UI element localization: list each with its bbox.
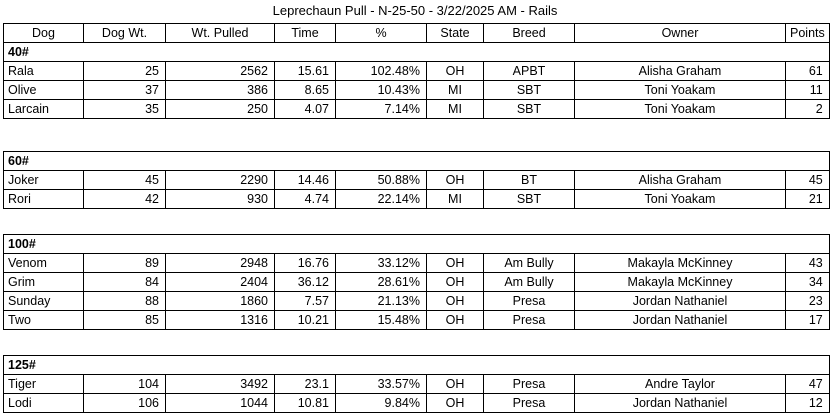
cell-breed[interactable]: SBT — [484, 81, 575, 100]
cell-dog[interactable]: Venom — [4, 254, 84, 273]
cell-points[interactable]: 61 — [786, 62, 830, 81]
cell-dog-weight[interactable]: 35 — [84, 100, 166, 119]
cell-percent[interactable]: 7.14% — [336, 100, 427, 119]
cell-owner[interactable]: Makayla McKinney — [575, 273, 786, 292]
cell-percent[interactable]: 33.57% — [336, 375, 427, 394]
cell-dog[interactable]: Sunday — [4, 292, 84, 311]
cell-owner[interactable]: Toni Yoakam — [575, 100, 786, 119]
spacer-row — [4, 330, 830, 356]
weight-class-row — [4, 356, 830, 375]
table-row — [4, 62, 830, 81]
cell-points[interactable]: 45 — [786, 171, 830, 190]
cell-time[interactable]: 7.57 — [275, 292, 336, 311]
cell-state[interactable]: MI — [427, 81, 484, 100]
cell-points[interactable]: 2 — [786, 100, 830, 119]
weight-class-row — [4, 152, 830, 171]
cell-time[interactable]: 10.21 — [275, 311, 336, 330]
sheet-title: Leprechaun Pull - N-25-50 - 3/22/2025 AM - Rails — [272, 3, 558, 18]
cell-percent[interactable]: 22.14% — [336, 190, 427, 209]
cell-percent[interactable]: 15.48% — [336, 311, 427, 330]
cell-state[interactable]: OH — [427, 273, 484, 292]
cell-weight-pulled[interactable]: 1316 — [166, 311, 275, 330]
cell-percent[interactable]: 33.12% — [336, 254, 427, 273]
cell-time[interactable]: 4.74 — [275, 190, 336, 209]
cell-breed[interactable]: Presa — [484, 394, 575, 413]
column-header-percent[interactable]: % — [336, 24, 427, 43]
column-header-state[interactable]: State — [427, 24, 484, 43]
cell-points[interactable]: 11 — [786, 81, 830, 100]
table-row — [4, 375, 830, 394]
table-row — [4, 171, 830, 190]
results-table — [3, 23, 830, 413]
cell-points[interactable]: 43 — [786, 254, 830, 273]
cell-weight-pulled[interactable]: 930 — [166, 190, 275, 209]
cell-dog[interactable]: Two — [4, 311, 84, 330]
cell-state[interactable]: OH — [427, 394, 484, 413]
spacer-row — [4, 209, 830, 235]
column-header-dog[interactable]: Dog — [4, 24, 84, 43]
column-header-points[interactable]: Points — [786, 24, 830, 43]
cell-weight-pulled[interactable]: 2404 — [166, 273, 275, 292]
cell-time[interactable]: 14.46 — [275, 171, 336, 190]
cell-dog[interactable]: Rala — [4, 62, 84, 81]
cell-owner[interactable]: Makayla McKinney — [575, 254, 786, 273]
cell-dog-weight[interactable]: 85 — [84, 311, 166, 330]
cell-weight-pulled[interactable]: 1860 — [166, 292, 275, 311]
cell-state[interactable]: MI — [427, 100, 484, 119]
cell-weight-pulled[interactable]: 3492 — [166, 375, 275, 394]
header-row — [4, 24, 830, 43]
cell-dog[interactable]: Larcain — [4, 100, 84, 119]
table-row — [4, 254, 830, 273]
cell-points[interactable]: 47 — [786, 375, 830, 394]
spacer-row — [4, 119, 830, 152]
weight-class-label[interactable]: 60# — [4, 152, 830, 171]
cell-points[interactable]: 23 — [786, 292, 830, 311]
cell-dog-weight[interactable]: 84 — [84, 273, 166, 292]
table-row — [4, 81, 830, 100]
cell-percent[interactable]: 50.88% — [336, 171, 427, 190]
cell-state[interactable]: OH — [427, 311, 484, 330]
cell-dog-weight[interactable]: 88 — [84, 292, 166, 311]
cell-dog-weight[interactable]: 25 — [84, 62, 166, 81]
cell-dog[interactable]: Joker — [4, 171, 84, 190]
weight-class-row — [4, 43, 830, 62]
cell-points[interactable]: 17 — [786, 311, 830, 330]
cell-owner[interactable]: Toni Yoakam — [575, 190, 786, 209]
cell-state[interactable]: OH — [427, 62, 484, 81]
cell-dog-weight[interactable]: 106 — [84, 394, 166, 413]
cell-time[interactable]: 36.12 — [275, 273, 336, 292]
cell-owner[interactable]: Jordan Nathaniel — [575, 292, 786, 311]
column-header-time[interactable]: Time — [275, 24, 336, 43]
cell-dog[interactable]: Tiger — [4, 375, 84, 394]
cell-state[interactable]: OH — [427, 292, 484, 311]
weight-class-label[interactable]: 40# — [4, 43, 830, 62]
cell-weight-pulled[interactable]: 386 — [166, 81, 275, 100]
cell-points[interactable]: 12 — [786, 394, 830, 413]
cell-owner[interactable]: Jordan Nathaniel — [575, 311, 786, 330]
cell-percent[interactable]: 9.84% — [336, 394, 427, 413]
cell-dog-weight[interactable]: 37 — [84, 81, 166, 100]
table-row — [4, 273, 830, 292]
table-row — [4, 100, 830, 119]
cell-breed[interactable]: Presa — [484, 292, 575, 311]
cell-weight-pulled[interactable]: 250 — [166, 100, 275, 119]
cell-weight-pulled[interactable]: 2290 — [166, 171, 275, 190]
cell-breed[interactable]: SBT — [484, 100, 575, 119]
table-row — [4, 292, 830, 311]
cell-breed[interactable]: BT — [484, 171, 575, 190]
cell-owner[interactable]: Alisha Graham — [575, 171, 786, 190]
cell-weight-pulled[interactable]: 1044 — [166, 394, 275, 413]
cell-time[interactable]: 8.65 — [275, 81, 336, 100]
cell-breed[interactable]: Presa — [484, 311, 575, 330]
cell-dog-weight[interactable]: 45 — [84, 171, 166, 190]
weight-class-label[interactable]: 125# — [4, 356, 830, 375]
cell-dog[interactable]: Olive — [4, 81, 84, 100]
cell-breed[interactable]: Am Bully — [484, 254, 575, 273]
table-row — [4, 394, 830, 413]
cell-dog[interactable]: Grim — [4, 273, 84, 292]
cell-state[interactable]: OH — [427, 171, 484, 190]
cell-weight-pulled[interactable]: 2562 — [166, 62, 275, 81]
weight-class-label[interactable]: 100# — [4, 235, 830, 254]
column-header-owner[interactable]: Owner — [575, 24, 786, 43]
cell-percent[interactable]: 10.43% — [336, 81, 427, 100]
table-row — [4, 311, 830, 330]
column-header-dog-weight[interactable]: Dog Wt. — [84, 24, 166, 43]
cell-owner[interactable]: Jordan Nathaniel — [575, 394, 786, 413]
cell-dog-weight[interactable]: 89 — [84, 254, 166, 273]
cell-owner[interactable]: Alisha Graham — [575, 62, 786, 81]
cell-dog-weight[interactable]: 42 — [84, 190, 166, 209]
cell-dog[interactable]: Lodi — [4, 394, 84, 413]
cell-state[interactable]: MI — [427, 190, 484, 209]
cell-owner[interactable]: Toni Yoakam — [575, 81, 786, 100]
cell-points[interactable]: 21 — [786, 190, 830, 209]
cell-percent[interactable]: 102.48% — [336, 62, 427, 81]
cell-breed[interactable]: Am Bully — [484, 273, 575, 292]
cell-percent[interactable]: 21.13% — [336, 292, 427, 311]
column-header-weight-pulled[interactable]: Wt. Pulled — [166, 24, 275, 43]
cell-dog[interactable]: Rori — [4, 190, 84, 209]
table-row — [4, 190, 830, 209]
cell-dog-weight[interactable]: 104 — [84, 375, 166, 394]
cell-breed[interactable]: SBT — [484, 190, 575, 209]
cell-time[interactable]: 10.81 — [275, 394, 336, 413]
cell-state[interactable]: OH — [427, 375, 484, 394]
cell-points[interactable]: 34 — [786, 273, 830, 292]
cell-time[interactable]: 4.07 — [275, 100, 336, 119]
column-header-breed[interactable]: Breed — [484, 24, 575, 43]
cell-weight-pulled[interactable]: 2948 — [166, 254, 275, 273]
cell-breed[interactable]: Presa — [484, 375, 575, 394]
cell-owner[interactable]: Andre Taylor — [575, 375, 786, 394]
cell-percent[interactable]: 28.61% — [336, 273, 427, 292]
weight-class-row — [4, 235, 830, 254]
cell-time[interactable]: 15.61 — [275, 62, 336, 81]
cell-time[interactable]: 16.76 — [275, 254, 336, 273]
cell-state[interactable]: OH — [427, 254, 484, 273]
cell-breed[interactable]: APBT — [484, 62, 575, 81]
cell-time[interactable]: 23.1 — [275, 375, 336, 394]
